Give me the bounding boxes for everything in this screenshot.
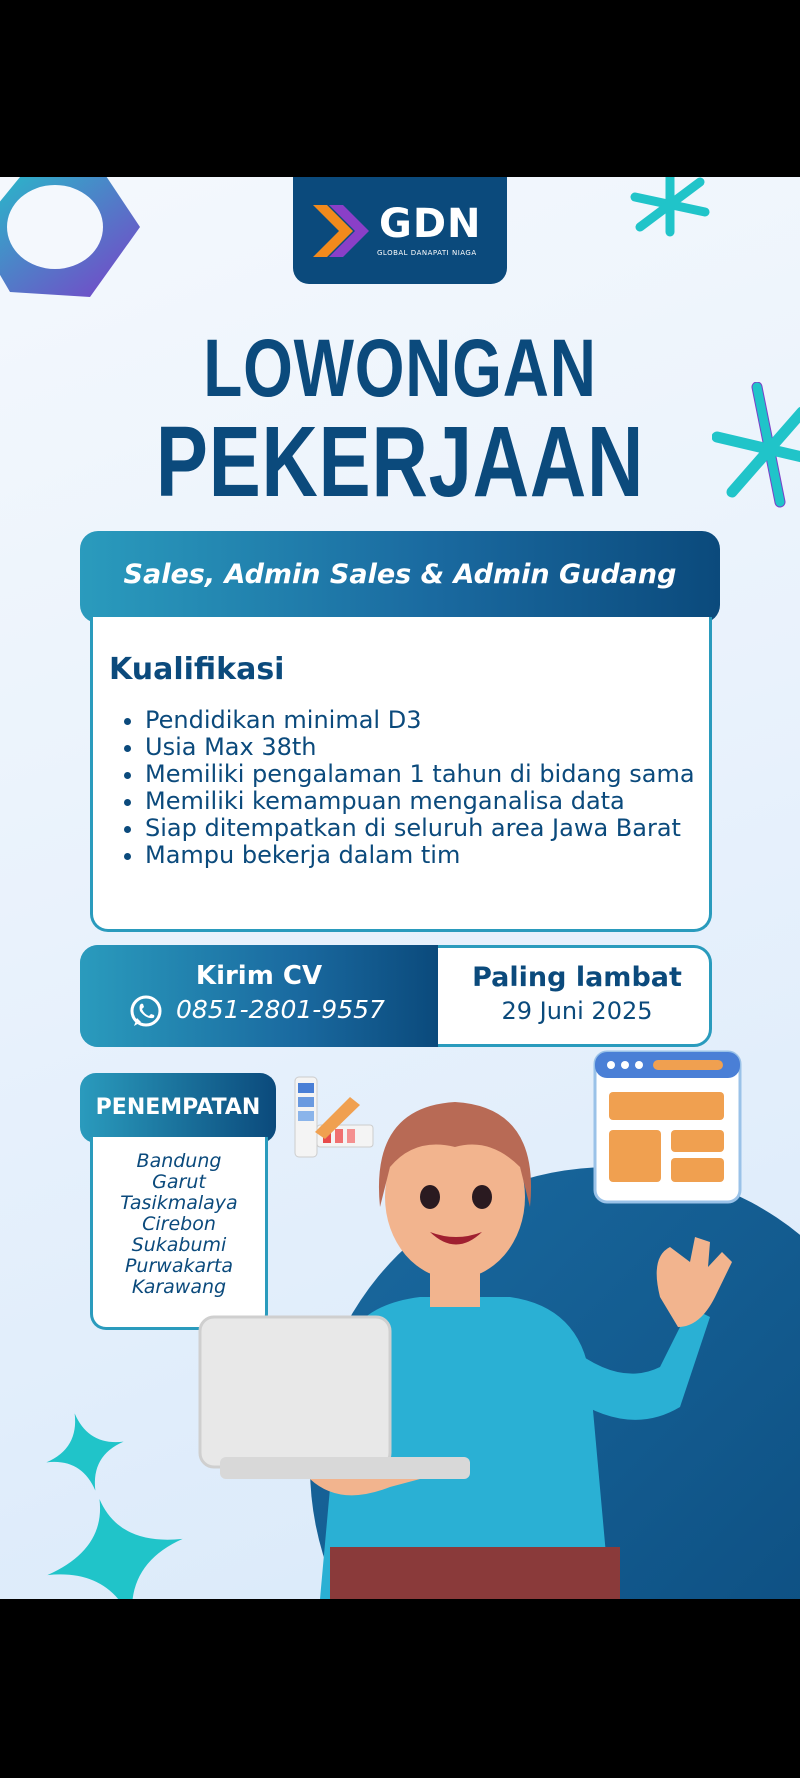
logo-tagline: GLOBAL DANAPATI NIAGA (377, 249, 477, 257)
contact-section (80, 945, 438, 1047)
list-item: • Pendidikan minimal D3 (145, 707, 695, 734)
placement-heading: PENEMPATAN (95, 1095, 261, 1120)
list-item: Garut (152, 1171, 206, 1193)
send-cv-label: Kirim CV (195, 961, 323, 991)
job-poster (0, 177, 800, 1599)
asterisk-decoration (625, 177, 715, 247)
positions-banner (80, 531, 720, 623)
plus-decoration (40, 1497, 190, 1599)
list-item: • Memiliki pengalaman 1 tahun di bidang sama (145, 761, 695, 788)
chevron-logo-icon (311, 201, 371, 261)
company-logo (293, 177, 507, 284)
title-line-1: LOWONGAN (203, 323, 597, 414)
logo-wordmark: GDN (379, 201, 482, 247)
qualifications-list (121, 707, 695, 869)
asterisk-decoration (712, 382, 800, 512)
list-item: Cirebon (142, 1213, 216, 1235)
plus-decoration (40, 1407, 130, 1497)
list-item: • Memiliki kemampuan menganalisa data (145, 788, 695, 815)
qualifications-heading: Kualifikasi (109, 652, 285, 687)
ring-decoration (0, 177, 150, 307)
person-with-laptop-illustration (190, 1047, 800, 1599)
deadline-date: 29 Juni 2025 (501, 997, 653, 1025)
list-item: • Siap ditempatkan di seluruh area Jawa Barat (145, 815, 695, 842)
qualifications-box (90, 617, 712, 932)
deadline-label: Paling lambat (472, 962, 682, 993)
list-item: Karawang (131, 1276, 227, 1298)
list-item: • Mampu bekerja dalam tim (145, 842, 695, 869)
list-item: Bandung (136, 1150, 222, 1172)
list-item: • Usia Max 38th (145, 734, 695, 761)
contact-deadline-box (80, 945, 712, 1047)
list-item: Sukabumi (131, 1234, 227, 1256)
list-item: Purwakarta (124, 1255, 234, 1277)
whatsapp-icon (128, 994, 164, 1030)
phone-number: 0851-2801-9557 (176, 995, 385, 1024)
positions-text: Sales, Admin Sales & Admin Gudang (123, 559, 677, 590)
list-item: Tasikmalaya (120, 1192, 238, 1214)
title-line-2: PEKERJAAN (155, 406, 645, 518)
deadline-section (445, 962, 709, 1025)
